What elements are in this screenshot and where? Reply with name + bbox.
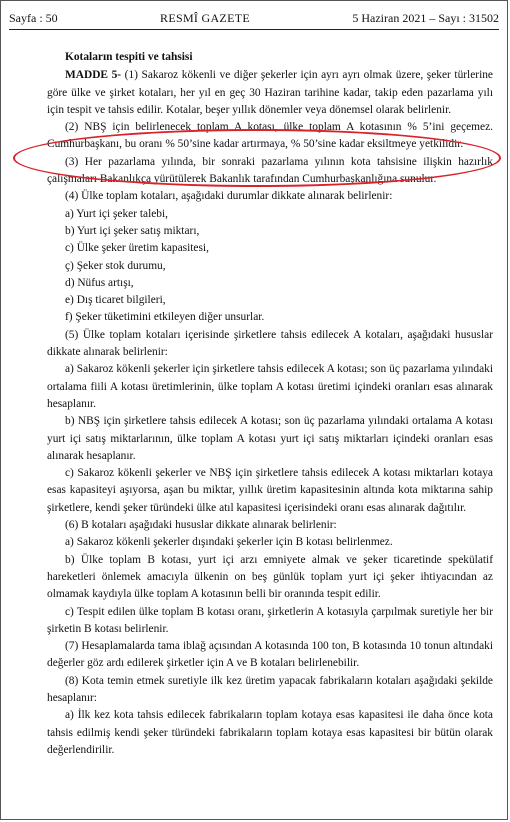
paragraph-5c: c) Sakaroz kökenli şekerler ve NBŞ için şirketlere tahsis edilecek A kotası miktarları kotaya esas kapasiteyi aşıyorsa, aşan bu miktar, yıllık üretim kapasitesinin altında kota miktarına sahip şirketlere, kendi şeker türündeki ülke atıl kapasitesi içerisindeki oranı esas alınarak dağıtılır. — [47, 467, 493, 514]
list-item: c) Ülke şeker üretim kapasitesi, — [65, 242, 209, 255]
list-item: d) Nüfus artışı, — [65, 276, 134, 289]
paragraph-6a: a) Sakaroz kökenli şekerler dışındaki şekerler için B kotası belirlenmez. — [65, 536, 393, 549]
paragraph-7: (7) Hesaplamalarda tama iblağ açısından A kotasında 100 ton, B kotasında 10 tonun altındaki değerler göz ardı edilerek şirketler için A ve B kotaları belirlenebilir. — [47, 640, 493, 670]
article-title: Kotaların tespiti ve tahsisi — [65, 51, 193, 63]
paragraph-2-highlighted: (2) NBŞ için belirlenecek toplam A kotası, ülke toplam A kotasının % 5’ini geçemez. Cumhurbaşkanı, bu oranı % 50’sine kadar artırmaya, % 50’sine kadar eksiltmeye yetkilidir. — [47, 121, 493, 151]
paragraph-6: (6) B kotaları aşağıdaki hususlar dikkate alınarak belirlenir: — [65, 519, 337, 532]
list-item: e) Dış ticaret bilgileri, — [65, 294, 166, 307]
paragraph-5a: a) Sakaroz kökenli şekerler için şirketlere tahsis edilecek A kotası; son üç pazarlama yılındaki ortalama fiili A kotası üretimlerinin, ülke toplam A kotası üretimi içindeki oranları esas alınarak hesaplanır. — [47, 363, 493, 410]
list-item: ç) Şeker stok durumu, — [65, 259, 166, 272]
page-number: Sayfa : 50 — [9, 10, 58, 25]
page-header — [9, 7, 499, 29]
article-body — [47, 49, 493, 759]
paragraph-4: (4) Ülke toplam kotaları, aşağıdaki durumlar dikkate alınarak belirlenir: — [65, 190, 393, 203]
paragraph-8a: a) İlk kez kota tahsis edilecek fabrikaların toplam kotaya esas kapasitesi ile daha önce kota tahsis edilmiş kendi şeker türündeki fabrikaların toplam kotaya esas kapasitesi bir bütün olarak değerlendirilir. — [47, 709, 493, 756]
header-rule — [9, 29, 499, 30]
madde-label: MADDE 5- — [65, 69, 122, 82]
gazette-name: RESMÎ GAZETE — [160, 10, 250, 25]
list-item: a) Yurt içi şeker talebi, — [65, 207, 168, 220]
paragraph-5: (5) Ülke toplam kotaları içerisinde şirketlere tahsis edilecek A kotaları, aşağıdaki hususlar dikkate alınarak belirlenir: — [47, 328, 493, 359]
list-item: b) Yurt içi şeker satış miktarı, — [65, 224, 200, 237]
paragraph-1 — [47, 67, 493, 119]
issue-date: 5 Haziran 2021 – Sayı : 31502 — [352, 10, 499, 25]
paragraph-8: (8) Kota temin etmek suretiyle ilk kez üretim yapacak fabrikaların kotaları aşağıdaki şekilde hesaplanır: — [47, 674, 493, 704]
paragraph-6b: b) Ülke toplam B kotası, yurt içi arzı emniyete almak ve şeker ticaretinde spekülatif hareketleri önlemek amacıyla ülkenin on beş günlük toplam yurt içi şeker ihtiyacından az olmamak kaydıyla ülke toplam A kotasının belli bir oranında tespit edilir. — [47, 553, 493, 601]
list-item: f) Şeker tüketimini etkileyen diğer unsurlar. — [65, 311, 265, 324]
paragraph-3: (3) Her pazarlama yılında, bir sonraki pazarlama yılının kota tahsisine ilişkin hazırlık çalışmaları Bakanlıkça yürütülerek Bakanlık tarafından Cumhurbaşkanlığına sunulur. — [47, 155, 493, 186]
paragraph-1-text: (1) Sakaroz kökenli ve diğer şekerler için ayrı ayrı olmak üzere, şeker türlerine göre ülke ve şirket kotaları, her yıl en geç 30 Haziran tarihine kadar, takip eden pazarlama yılı için tespit ve tahsis edilir. Kotalar, beşer yıllık dönemler veya dönemsel olarak belirlenir. — [47, 69, 493, 116]
paragraph-5b: b) NBŞ için şirketlere tahsis edilecek A kotası; son üç pazarlama yılındaki ortalama A kotası yurt içi satış miktarlarının, ülke toplam A kotası yurt içi satış miktarları içindeki oranları esas alınarak hesaplanır. — [47, 415, 493, 462]
paragraph-6c: c) Tespit edilen ülke toplam B kotası oranı, şirketlerin A kotasıyla çarpılmak suretiyle her bir şirketin B kotası belirlenir. — [47, 605, 493, 635]
